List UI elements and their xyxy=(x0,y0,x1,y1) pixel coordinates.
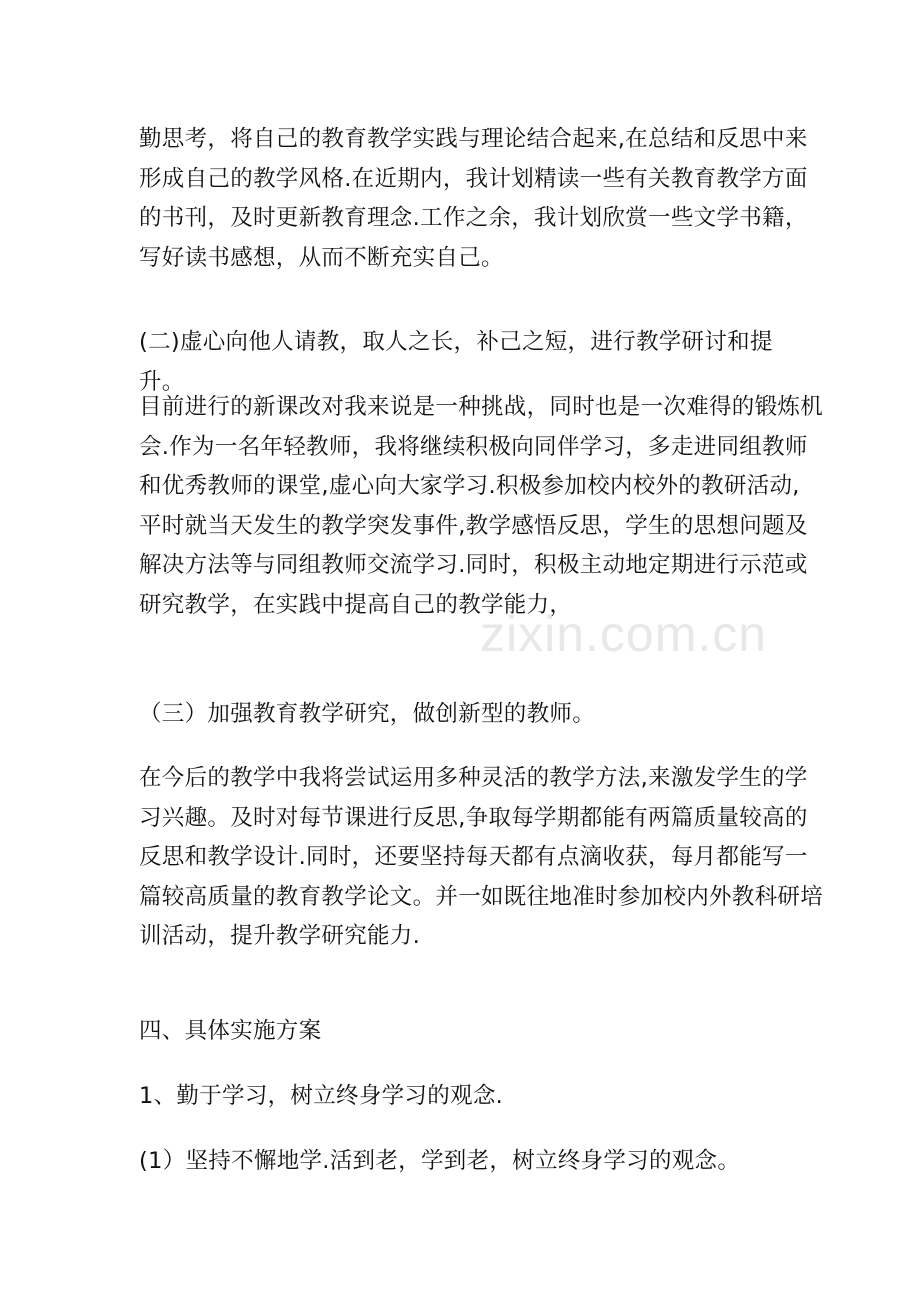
text-line: 和优秀教师的课堂,虚心向大家学习.积极参加校内校外的教研活动, xyxy=(139,473,800,499)
list-item-one: 1、勤于学习，树立终身学习的观念. xyxy=(139,1083,504,1109)
section-heading-four: 四、具体实施方案 xyxy=(139,1018,322,1044)
text-line: 会.作为一名年轻教师，我将继续积极向同伴学习，多走进同组教师 xyxy=(139,433,808,460)
text-line: 形成自己的教学风格.在近期内，我计划精读一些有关教育教学方面 xyxy=(139,165,808,192)
paragraph-learn-from-others xyxy=(139,388,824,625)
text-line: 在今后的教学中我将尝试运用多种灵活的教学方法,来激发学生的学 xyxy=(139,765,808,791)
text-line: 写好读书感想，从而不断充实自己。 xyxy=(139,244,504,271)
list-subitem-one: (1）坚持不懈地学.活到老，学到老，树立终身学习的观念。 xyxy=(139,1148,741,1174)
paragraph-self-study xyxy=(139,120,808,278)
text-line: 训活动，提升教学研究能力. xyxy=(139,923,421,949)
text-line: 勤思考，将自己的教育教学实践与理论结合起来,在总结和反思中来 xyxy=(139,126,808,152)
watermark-text: zixin.com.cn xyxy=(480,606,768,662)
text-line: 目前进行的新课改对我来说是一种挑战，同时也是一次难得的锻炼机 xyxy=(139,394,824,420)
paragraph-teaching-research xyxy=(139,759,824,957)
heading-two: (二)虚心向他人请教，取人之长，补己之短，进行教学研讨和提升。 xyxy=(139,329,773,395)
text-line: 的书刊，及时更新教育理念.工作之余，我计划欣赏一些文学书籍， xyxy=(139,205,808,231)
text-line: 研究教学，在实践中提高自己的教学能力， xyxy=(139,591,573,618)
text-line: 平时就当天发生的教学突发事件,教学感悟反思，学生的思想问题及 xyxy=(139,512,808,539)
text-line: 篇较高质量的教育教学论文。并一如既往地准时参加校内外教科研培 xyxy=(139,883,824,910)
text-line: 解决方法等与同组教师交流学习.同时，积极主动地定期进行示范或 xyxy=(139,552,808,578)
text-line: 反思和教学设计.同时，还要坚持每天都有点滴收获，每月都能写一 xyxy=(139,844,808,870)
heading-three: （三）加强教育教学研究，做创新型的教师。 xyxy=(139,701,596,727)
text-line: 习兴趣。及时对每节课进行反思,争取每学期都能有两篇质量较高的 xyxy=(139,804,808,831)
